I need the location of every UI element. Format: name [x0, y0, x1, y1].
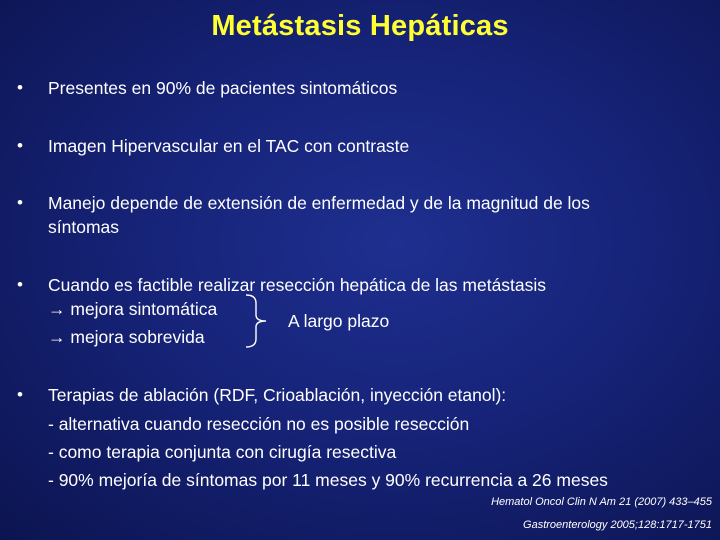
bullet-3-line-2: síntomas [48, 217, 119, 237]
bullet-5-line-4: - 90% mejoría de síntomas por 11 meses y 90% recurrencia a 26 meses [48, 470, 608, 490]
curly-brace-icon [244, 293, 274, 349]
bullet-5-line-2: - alternativa cuando resección no es posible resección [48, 414, 470, 434]
bullet-marker: • [17, 136, 23, 155]
bullet-4-line-3: → mejora sobrevida [48, 327, 205, 347]
bullet-marker: • [17, 78, 23, 97]
reference-citation: Hematol Oncol Clin N Am 21 (2007) 433–455 [491, 496, 712, 508]
bullet-marker: • [17, 385, 23, 404]
page-title: Metástasis Hepáticas [211, 10, 509, 42]
bullet-marker: • [17, 193, 23, 212]
bullet-4-line-2: → mejora sintomática [48, 299, 218, 319]
brace-label: A largo plazo [288, 311, 390, 331]
bullet-5-line-3: - como terapia conjunta con cirugía resectiva [48, 442, 397, 462]
bullet-marker: • [17, 275, 23, 294]
bullet-1-line-1: Presentes en 90% de pacientes sintomáticos [48, 78, 398, 98]
reference-citation: Gastroenterology 2005;128:1717-1751 [523, 519, 712, 531]
bullet-5-line-1: Terapias de ablación (RDF, Crioablación, inyección etanol): [48, 385, 507, 405]
bullet-4-line-1: Cuando es factible realizar resección hepática de las metástasis [48, 275, 547, 295]
bullet-3-line-1: Manejo depende de extensión de enfermedad y de la magnitud de los [48, 193, 590, 213]
bullet-2-line-1: Imagen Hipervascular en el TAC con contraste [48, 136, 410, 156]
